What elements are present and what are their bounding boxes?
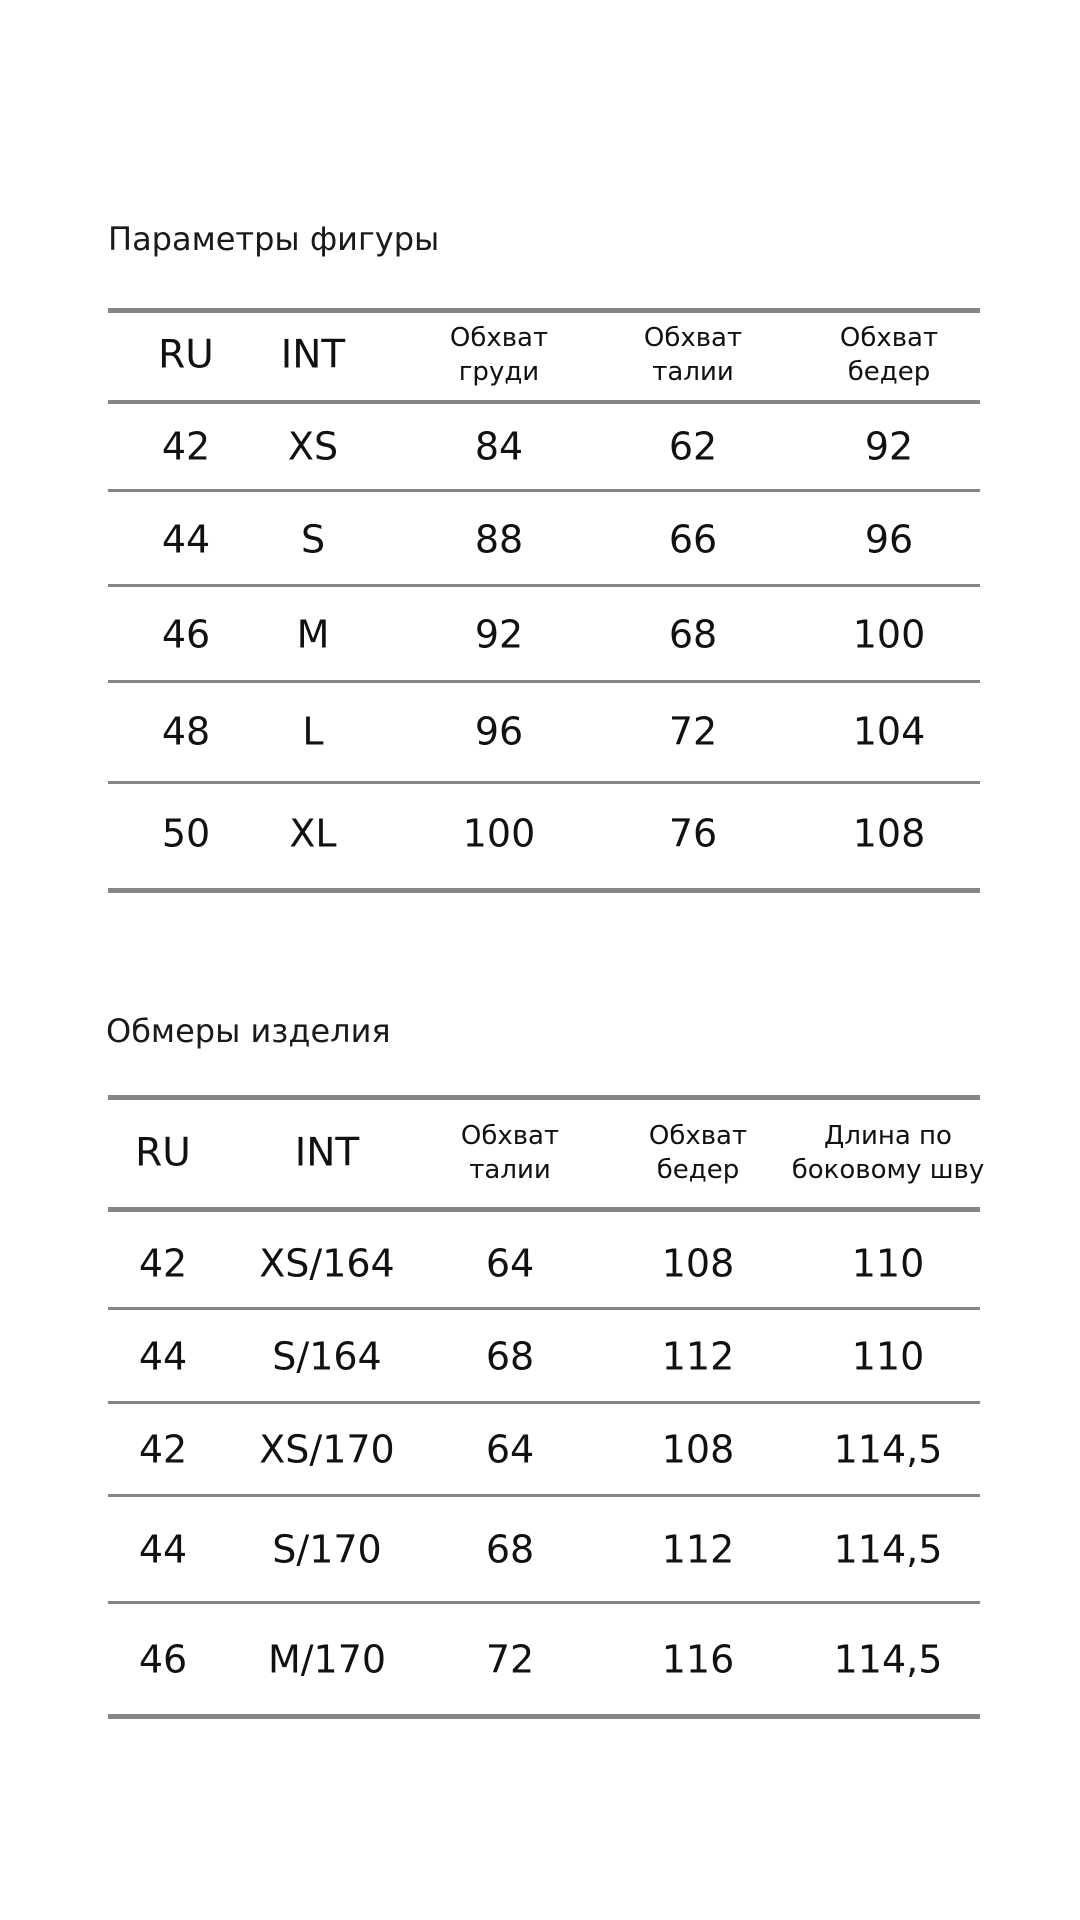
- product-measurements-cell-r0-c0: 42: [138, 1241, 188, 1286]
- figure-params-header-4: Обхват бедер: [839, 323, 939, 387]
- figure-params-cell-r2-c4: 100: [852, 612, 926, 657]
- figure-params-cell-r4-c0: 50: [161, 811, 211, 856]
- product-measurements-rule-5: [108, 1601, 980, 1604]
- figure-params-rule-5: [108, 781, 980, 784]
- figure-params-cell-r0-c0: 42: [161, 424, 211, 469]
- product-measurements-title: Обмеры изделия: [106, 1012, 391, 1050]
- product-measurements-cell-r3-c1: S/170: [272, 1527, 382, 1572]
- product-measurements-rule-2: [108, 1307, 980, 1310]
- figure-params-cell-r0-c3: 62: [668, 424, 718, 469]
- figure-params-cell-r1-c1: S: [300, 517, 326, 562]
- figure-params-cell-r2-c0: 46: [161, 612, 211, 657]
- product-measurements-cell-r4-c1: M/170: [267, 1637, 387, 1682]
- product-measurements-cell-r1-c2: 68: [485, 1334, 535, 1379]
- product-measurements-rule-6: [108, 1714, 980, 1719]
- product-measurements-cell-r3-c0: 44: [138, 1527, 188, 1572]
- figure-params-cell-r0-c2: 84: [474, 424, 524, 469]
- figure-params-rule-2: [108, 489, 980, 492]
- figure-params-cell-r3-c1: L: [302, 709, 324, 754]
- figure-params-rule-3: [108, 584, 980, 587]
- product-measurements-header-4: Длина по боковому шву: [791, 1121, 985, 1185]
- figure-params-header-1: INT: [280, 332, 346, 378]
- product-measurements-cell-r4-c0: 46: [138, 1637, 188, 1682]
- product-measurements-header-0: RU: [135, 1130, 191, 1176]
- product-measurements-cell-r3-c3: 112: [661, 1527, 735, 1572]
- figure-params-cell-r1-c2: 88: [474, 517, 524, 562]
- figure-params-cell-r1-c0: 44: [161, 517, 211, 562]
- product-measurements-cell-r1-c3: 112: [661, 1334, 735, 1379]
- product-measurements-cell-r2-c2: 64: [485, 1427, 535, 1472]
- product-measurements-rule-3: [108, 1401, 980, 1404]
- figure-params-rule-1: [108, 400, 980, 404]
- product-measurements-cell-r2-c3: 108: [661, 1427, 735, 1472]
- product-measurements-cell-r4-c4: 114,5: [833, 1637, 943, 1682]
- figure-params-title: Параметры фигуры: [108, 220, 440, 258]
- product-measurements-cell-r3-c4: 114,5: [833, 1527, 943, 1572]
- product-measurements-header-3: Обхват бедер: [648, 1121, 748, 1185]
- product-measurements-cell-r1-c1: S/164: [272, 1334, 382, 1379]
- figure-params-cell-r3-c2: 96: [474, 709, 524, 754]
- product-measurements-cell-r4-c2: 72: [485, 1637, 535, 1682]
- product-measurements-cell-r2-c1: XS/170: [259, 1427, 395, 1472]
- figure-params-cell-r3-c0: 48: [161, 709, 211, 754]
- product-measurements-cell-r0-c4: 110: [851, 1241, 925, 1286]
- figure-params-rule-6: [108, 888, 980, 893]
- figure-params-cell-r3-c3: 72: [668, 709, 718, 754]
- product-measurements-rule-0: [108, 1095, 980, 1100]
- figure-params-cell-r2-c1: M: [296, 612, 330, 657]
- figure-params-cell-r4-c4: 108: [852, 811, 926, 856]
- figure-params-cell-r2-c2: 92: [474, 612, 524, 657]
- product-measurements-cell-r0-c3: 108: [661, 1241, 735, 1286]
- figure-params-header-3: Обхват талии: [643, 323, 743, 387]
- figure-params-rule-0: [108, 308, 980, 313]
- product-measurements-rule-1: [108, 1207, 980, 1212]
- product-measurements-cell-r1-c0: 44: [138, 1334, 188, 1379]
- product-measurements-cell-r0-c2: 64: [485, 1241, 535, 1286]
- figure-params-cell-r2-c3: 68: [668, 612, 718, 657]
- figure-params-cell-r0-c4: 92: [864, 424, 914, 469]
- product-measurements-cell-r0-c1: XS/164: [259, 1241, 395, 1286]
- product-measurements-rule-4: [108, 1494, 980, 1497]
- figure-params-cell-r4-c2: 100: [462, 811, 536, 856]
- product-measurements-cell-r3-c2: 68: [485, 1527, 535, 1572]
- product-measurements-cell-r2-c0: 42: [138, 1427, 188, 1472]
- figure-params-cell-r3-c4: 104: [852, 709, 926, 754]
- figure-params-header-2: Обхват груди: [449, 323, 549, 387]
- figure-params-header-0: RU: [158, 332, 214, 378]
- figure-params-cell-r1-c4: 96: [864, 517, 914, 562]
- product-measurements-header-2: Обхват талии: [460, 1121, 560, 1185]
- figure-params-rule-4: [108, 680, 980, 683]
- product-measurements-cell-r2-c4: 114,5: [833, 1427, 943, 1472]
- figure-params-cell-r1-c3: 66: [668, 517, 718, 562]
- product-measurements-cell-r4-c3: 116: [661, 1637, 735, 1682]
- figure-params-cell-r4-c1: XL: [289, 811, 337, 856]
- figure-params-cell-r4-c3: 76: [668, 811, 718, 856]
- figure-params-cell-r0-c1: XS: [287, 424, 339, 469]
- product-measurements-cell-r1-c4: 110: [851, 1334, 925, 1379]
- product-measurements-header-1: INT: [294, 1130, 360, 1176]
